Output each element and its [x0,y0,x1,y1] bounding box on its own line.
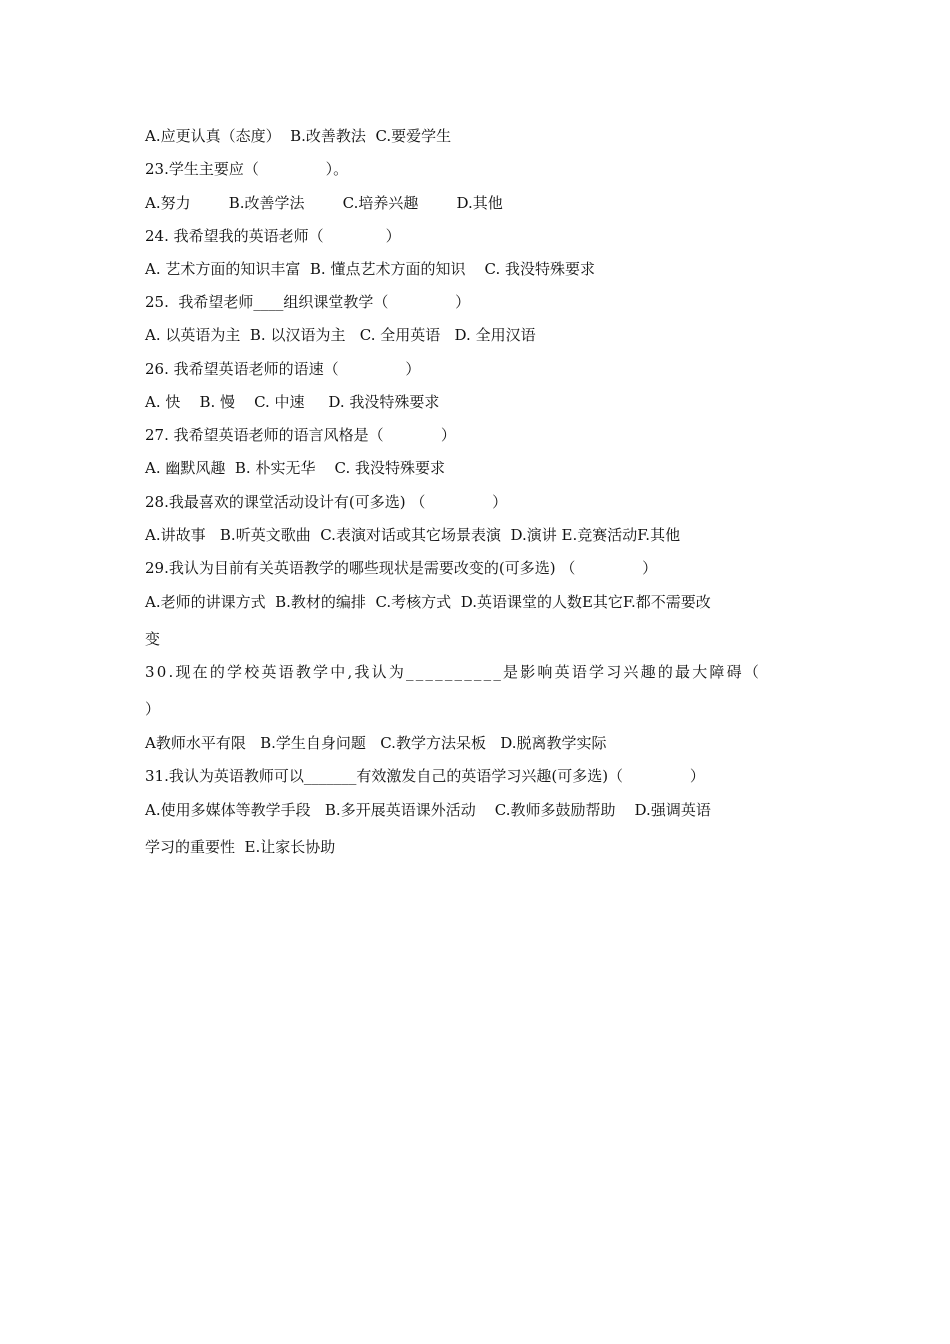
q25-question: 25. 我希望老师____组织课堂教学（ ） [145,293,471,311]
q29-question: 29.我认为目前有关英语教学的哪些现状是需要改变的(可多选) （ ） [145,559,658,577]
q22-options: A.应更认真（态度） B.改善教法 C.要爱学生 [145,127,452,145]
q28-question: 28.我最喜欢的课堂活动设计有(可多选) （ ） [145,493,508,511]
q24-question: 24. 我希望我的英语老师（ ） [145,227,401,245]
q29-options: A.老师的讲课方式 B.教材的编排 C.考核方式 D.英语课堂的人数E其它F.都不需要改 [145,593,711,611]
q30-options: A教师水平有限 B.学生自身问题 C.教学方法呆板 D.脱离教学实际 [145,734,607,752]
q27-options: A. 幽默风趣 B. 朴实无华 C. 我没特殊要求 [145,459,446,477]
q30-question: 30.现在的学校英语教学中,我认为__________是影响英语学习兴趣的最大障碍（ [145,663,762,681]
q24-options: A. 艺术方面的知识丰富 B. 懂点艺术方面的知识 C. 我没特殊要求 [145,260,596,278]
q23-question: 23.学生主要应（ ）。 [145,160,349,178]
q23-options: A.努力 B.改善学法 C.培养兴趣 D.其他 [145,194,503,212]
q30-question-cont: ） [145,700,161,718]
q29-options-cont: 变 [145,630,161,648]
q31-question: 31.我认为英语教师可以_______有效激发自己的英语学习兴趣(可多选)（ ） [145,767,705,785]
q28-options: A.讲故事 B.听英文歌曲 C.表演对话或其它场景表演 D.演讲 E.竞赛活动F.其他 [145,526,681,544]
q31-options-cont: 学习的重要性 E.让家长协助 [145,838,336,856]
q31-options: A.使用多媒体等教学手段 B.多开展英语课外活动 C.教师多鼓励帮助 D.强调英语 [145,801,711,819]
q25-options: A. 以英语为主 B. 以汉语为主 C. 全用英语 D. 全用汉语 [145,326,536,344]
q26-question: 26. 我希望英语老师的语速（ ） [145,360,421,378]
q26-options: A. 快 B. 慢 C. 中速 D. 我没特殊要求 [145,393,440,411]
q27-question: 27. 我希望英语老师的语言风格是（ ） [145,426,456,444]
